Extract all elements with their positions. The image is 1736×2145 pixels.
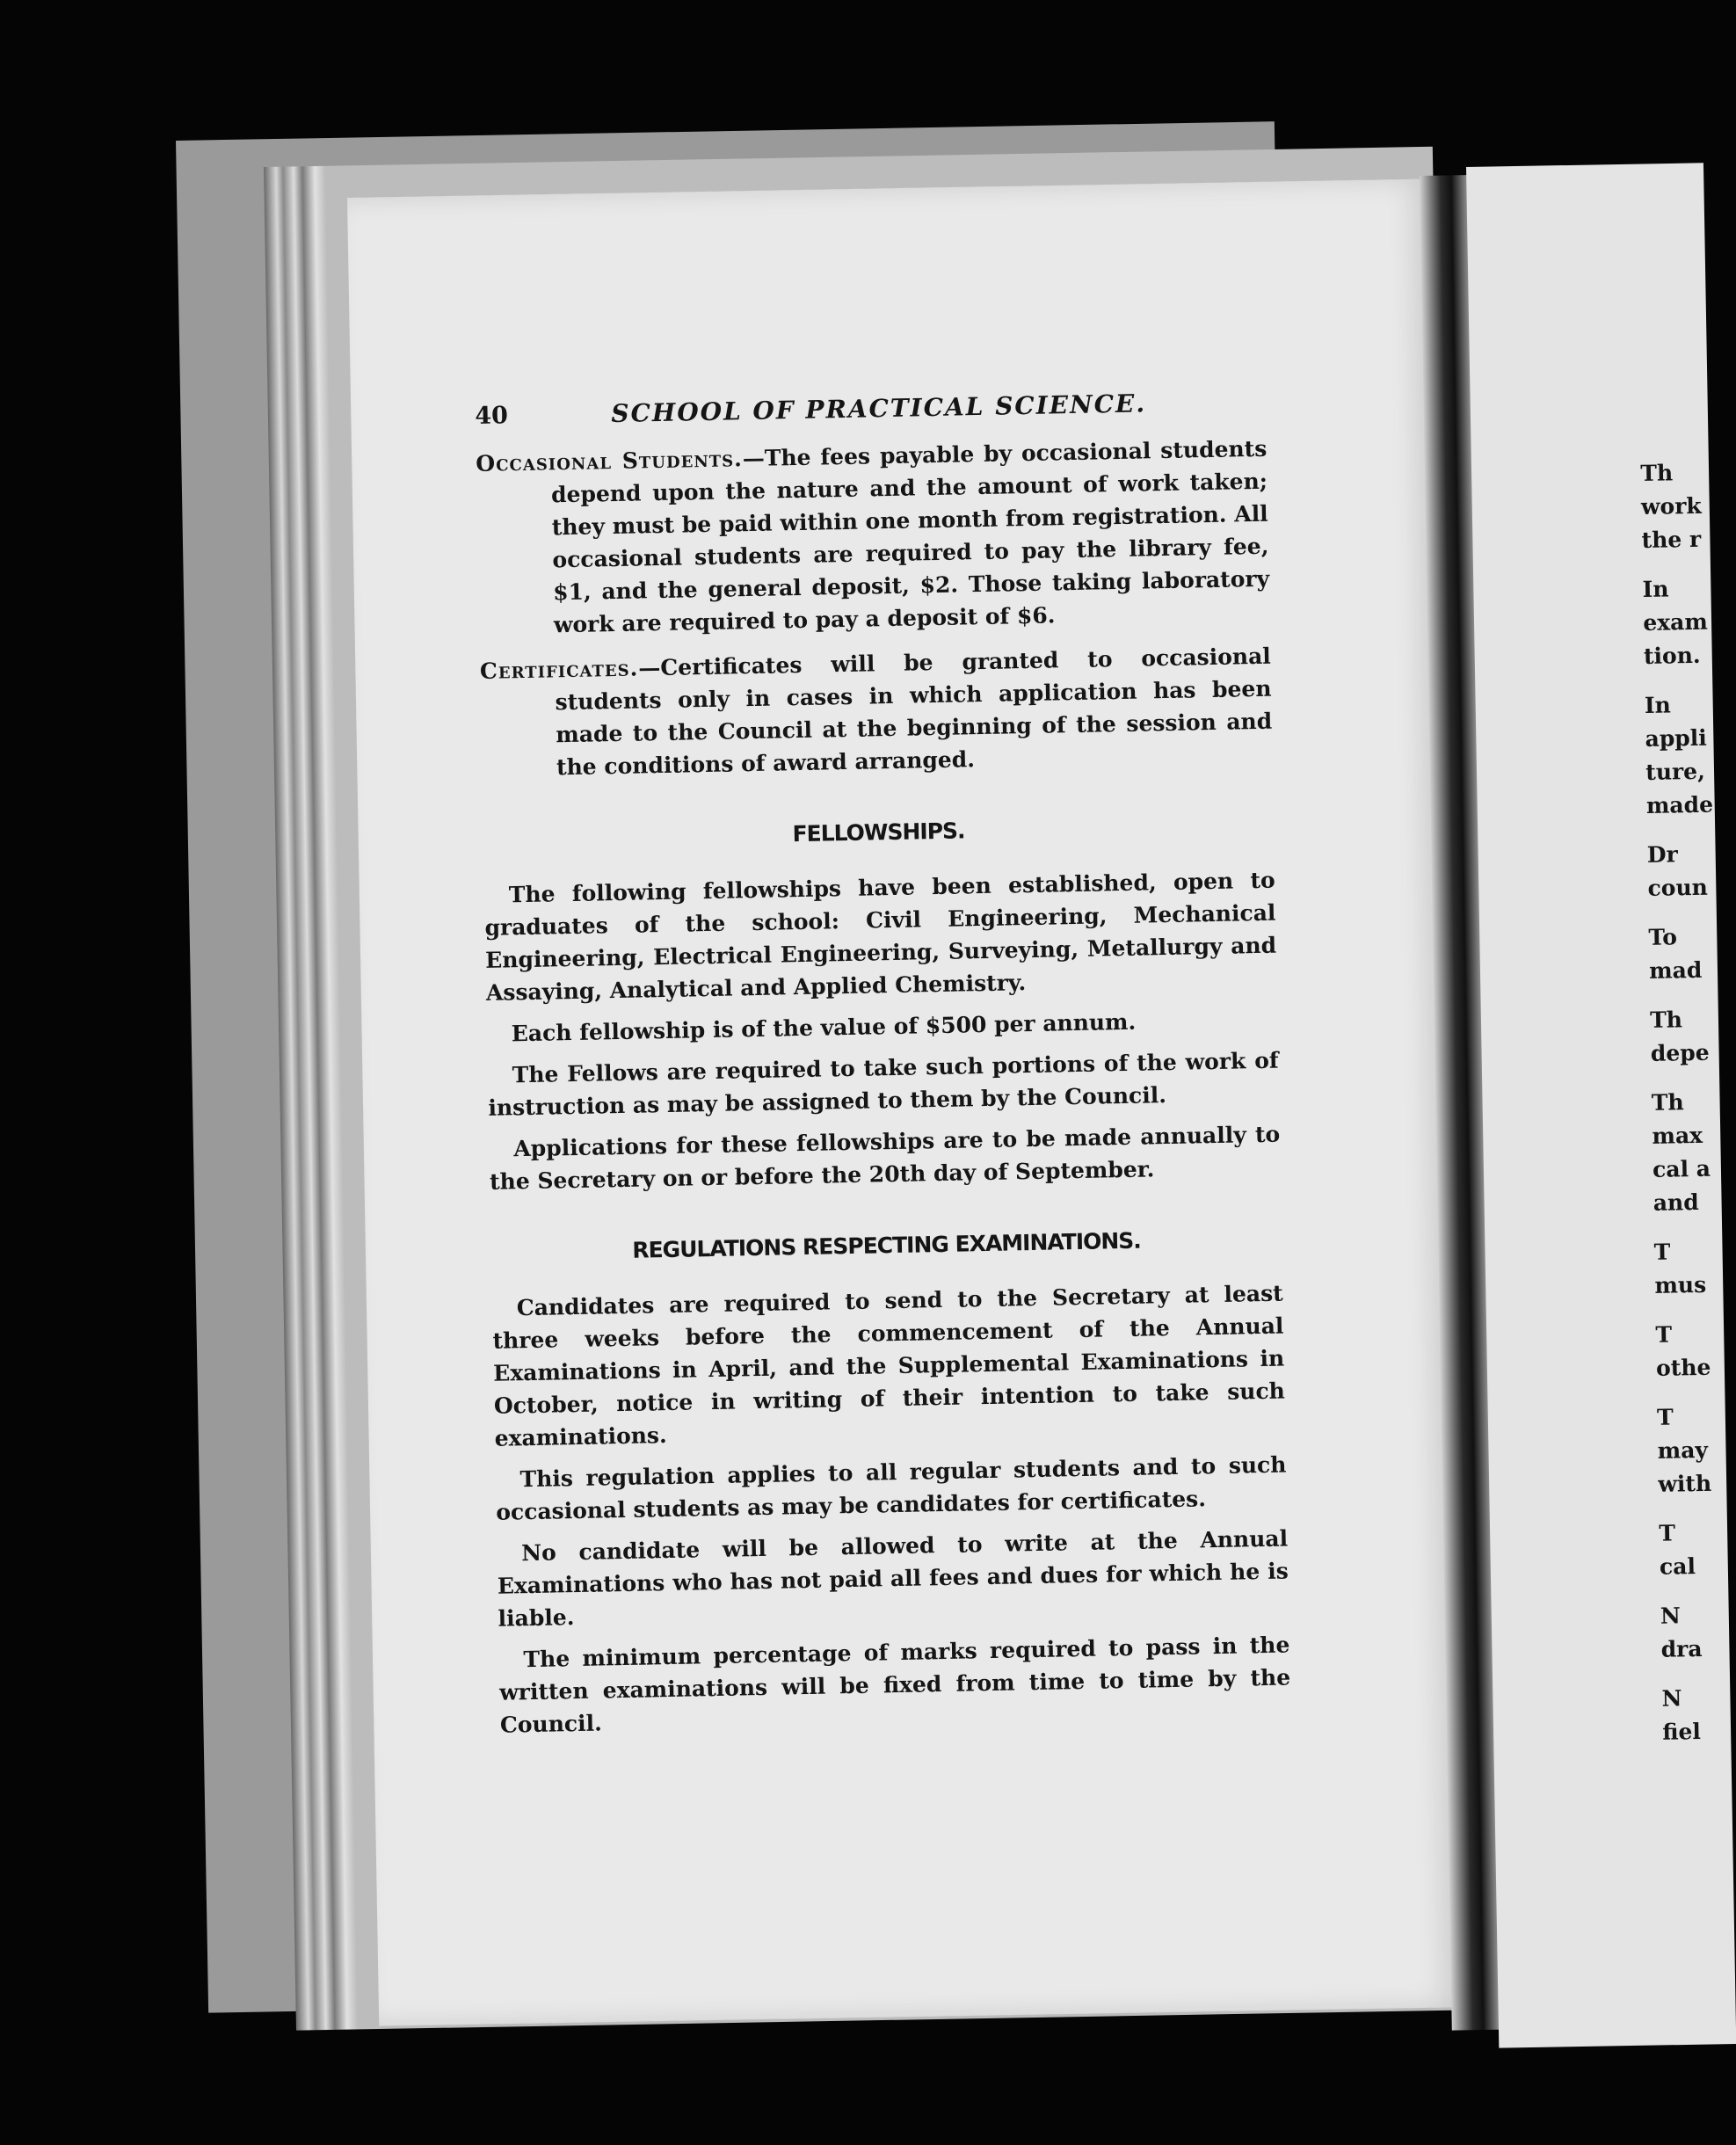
right-page-fragment: fiel: [1662, 1719, 1702, 1745]
left-page-text: [475, 385, 1291, 1750]
right-page-fragment: may: [1657, 1436, 1709, 1464]
right-page-fragment: exam: [1643, 608, 1709, 636]
right-page-fragment: cal: [1659, 1553, 1696, 1580]
right-page-fragment: Th: [1649, 1007, 1683, 1033]
right-page-fragment: Th: [1651, 1089, 1684, 1116]
right-page-fragment: In: [1644, 692, 1672, 718]
right-page-fragment: made: [1645, 791, 1714, 818]
fellowships-paragraph: The Fellows are required to take such portions of the work of instruction as may be assigned to them by the Council.: [488, 1047, 1279, 1121]
examinations-paragraph: Candidates are required to send to the Secretary at least three weeks before the commencement of the Annual Examinations in April, and the Supplemental Examinations in October, notice in writing of their intention to take such examinations.: [492, 1280, 1286, 1451]
examinations-paragraph: No candidate will be allowed to write at the Annual Examinations who has not paid all fees and dues for which he is liable.: [497, 1525, 1289, 1632]
certificates-entry: [480, 640, 1274, 785]
fellowships-heading: FELLOWSHIPS.: [792, 818, 965, 847]
right-page-fragment: mad: [1648, 956, 1703, 984]
right-page-fragment: dra: [1660, 1635, 1703, 1662]
page-number: 40: [475, 402, 509, 430]
right-page-fragment: the r: [1641, 526, 1702, 553]
entry-text: —The fees payable by occasional students depend upon the nature and the amount of work taken; they must be paid within one month from registration. All occasional students are required to pay the library fee, $1, and the general deposit, $2. Those taking laboratory work are required to pay a deposit of $6.: [550, 435, 1270, 638]
fellowships-paragraph: Applications for these fellowships are to be made annually to the Secretary on or before the 20th day of September.: [489, 1121, 1281, 1195]
right-page-fragment: To: [1648, 924, 1678, 950]
right-page-fragment: max: [1652, 1122, 1703, 1149]
right-page-fragment: T: [1655, 1321, 1673, 1348]
occasional-students-entry: [476, 433, 1270, 643]
right-page-fragment: In: [1642, 576, 1669, 602]
right-page-fragment: Dr: [1646, 841, 1679, 868]
right-page-fragment: work: [1640, 492, 1702, 520]
right-page-fragment: coun: [1647, 874, 1709, 901]
right-page-fragment: N: [1661, 1685, 1682, 1712]
entry-term: Certificates.: [479, 655, 639, 684]
examinations-paragraph: The minimum percentage of marks required to pass in the written examinations will be fixed from time to time by the Council.: [498, 1632, 1291, 1738]
right-page-fragment: ture,: [1645, 758, 1706, 785]
right-page-fragment: T: [1659, 1520, 1676, 1546]
right-page-fragment: tion.: [1643, 642, 1701, 669]
right-page-fragment: cal a: [1652, 1155, 1711, 1182]
examinations-paragraph: This regulation applies to all regular students and to such occasional students as may be candidates for certificates.: [496, 1451, 1287, 1525]
right-page-fragment: Th: [1640, 460, 1674, 486]
fellowships-paragraph: The following fellowships have been established, open to graduates of the school: Civil Engineering, Mechanical Engineering, Electrical Engineering, Surveying, Metallurgy and Assaying, Analytical and Applied Chemistry.: [484, 867, 1277, 1006]
right-page-fragment: depe: [1650, 1039, 1710, 1066]
right-page-fragment: othe: [1655, 1354, 1711, 1381]
right-page-fragment: with: [1658, 1470, 1712, 1497]
entry-text: —Certificates will be granted to occasional students only in cases in which application has been made to the Council at the beginning of the session and the conditions of award arranged.: [555, 643, 1273, 781]
fellowships-paragraph: Each fellowship is of the value of $500 per annum.: [511, 1008, 1137, 1047]
right-page-fragment: T: [1656, 1404, 1674, 1430]
examinations-heading: REGULATIONS RESPECTING EXAMINATIONS.: [632, 1227, 1142, 1263]
right-page-fragment: T: [1653, 1239, 1671, 1265]
right-page-fragment: N: [1660, 1603, 1682, 1629]
right-page-fragment: appli: [1645, 724, 1707, 752]
entry-term: Occasional Students.: [476, 446, 744, 476]
right-page-fragment: and: [1652, 1189, 1699, 1216]
running-title: SCHOOL OF PRACTICAL SCIENCE.: [611, 389, 1147, 429]
right-page-fragment: mus: [1654, 1271, 1707, 1298]
